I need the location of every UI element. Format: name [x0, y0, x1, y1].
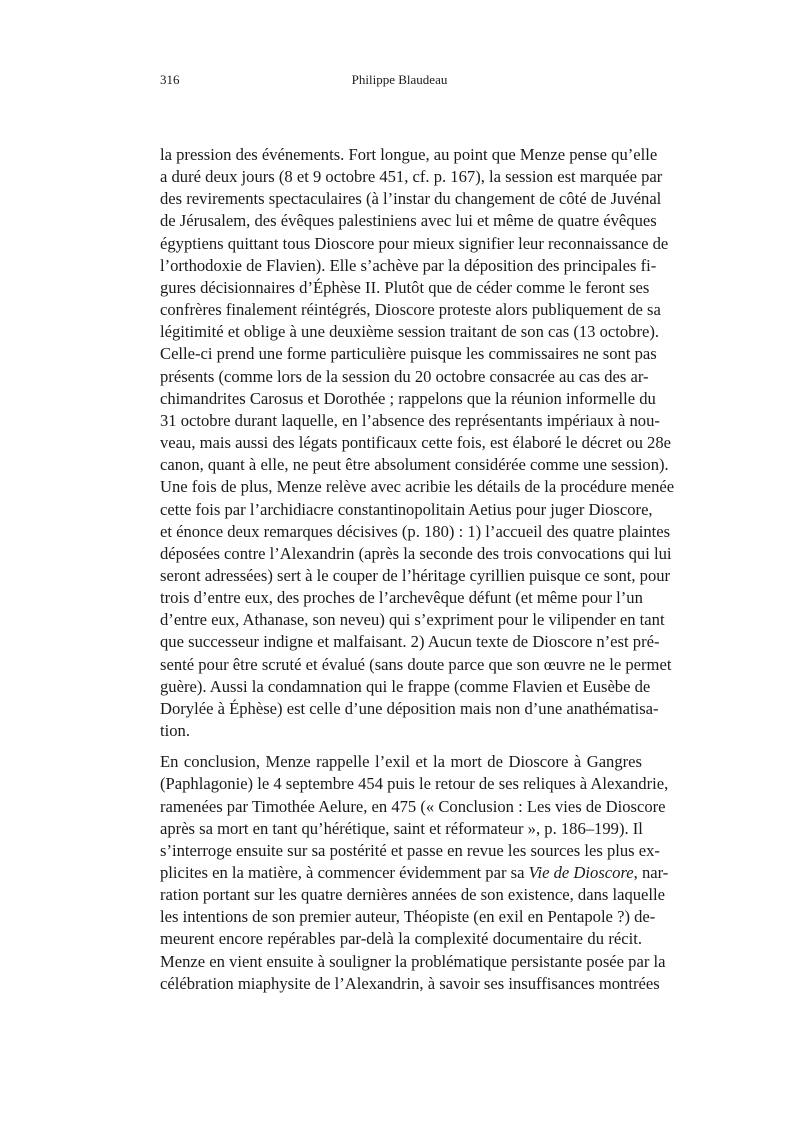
- text-line: les intentions de son premier auteur, Théopiste (en exil en Pentapole ?) de-: [160, 907, 656, 927]
- text-line: de Jérusalem, des évêques palestiniens avec lui et même de quatre évêques: [160, 211, 657, 231]
- text-line: Menze en vient ensuite à souligner la problématique persistante posée par la: [160, 951, 666, 971]
- paragraph-2: [160, 751, 669, 995]
- text-line: trois d’entre eux, des proches de l’archevêque défunt (et même pour l’un: [160, 588, 643, 608]
- text-line: ramenées par Timothée Aelure, en 475 (« Conclusion : Les vies de Dioscore: [160, 796, 666, 816]
- text-fragment: , nar-: [633, 863, 669, 882]
- text-line: Celle-ci prend une forme particulière puisque les commissaires ne sont pas: [160, 344, 657, 364]
- text-line: chimandrites Carosus et Dorothée ; rappelons que la réunion informelle du: [160, 388, 656, 408]
- running-head: [0, 72, 799, 88]
- text-line: égyptiens quittant tous Dioscore pour mieux signifier leur reconnaissance de: [160, 233, 669, 253]
- text-line: que successeur indigne et malfaisant. 2) Aucun texte de Dioscore n’est pré-: [160, 632, 660, 652]
- text-line: présents (comme lors de la session du 20 octobre consacrée au cas des ar-: [160, 366, 649, 386]
- text-line-with-title: [160, 862, 669, 884]
- text-line: déposées contre l’Alexandrin (après la seconde des trois convocations qui lui: [160, 543, 672, 563]
- text-line: et énonce deux remarques décisives (p. 180) : 1) l’accueil des quatre plaintes: [160, 521, 671, 541]
- paragraph-gap: [160, 742, 642, 751]
- page-number: 316: [160, 72, 180, 87]
- text-line: veau, mais aussi des légats pontificaux cette fois, est élaboré le décret ou 28e: [160, 433, 671, 453]
- text-line: des revirements spectaculaires (à l’instar du changement de côté de Juvénal: [160, 189, 662, 209]
- text-line: seront adressées) sert à le couper de l’héritage cyrillien puisque ce sont, pour: [160, 565, 671, 585]
- text-line: après sa mort en tant qu’hérétique, saint et réformateur », p. 186–199). Il: [160, 818, 643, 838]
- text-line: gures décisionnaires d’Éphèse II. Plutôt que de céder comme le feront ses: [160, 277, 650, 297]
- text-line: ration portant sur les quatre dernières années de son existence, dans laquelle: [160, 885, 665, 905]
- text-line: Dorylée à Éphèse) est celle d’une déposition mais non d’une anathématisa-: [160, 698, 659, 718]
- text-fragment: plicites en la matière, à commencer évidemment par sa: [160, 863, 529, 882]
- text-line: célébration miaphysite de l’Alexandrin, à savoir ses insuffisances montrées: [160, 973, 660, 993]
- text-line: (Paphlagonie) le 4 septembre 454 puis le retour de ses reliques à Alexandrie,: [160, 774, 669, 794]
- text-line: l’orthodoxie de Flavien). Elle s’achève par la déposition des principales fi-: [160, 255, 657, 275]
- text-line: la pression des événements. Fort longue, au point que Menze pense qu’elle: [160, 145, 658, 164]
- text-line: confrères finalement réintégrés, Dioscore proteste alors publiquement de sa: [160, 300, 661, 320]
- text-line: En conclusion, Menze rappelle l’exil et la mort de Dioscore à Gangres: [160, 752, 642, 772]
- text-line: cette fois par l’archidiacre constantinopolitain Aetius pour juger Dioscore,: [160, 499, 653, 519]
- text-line: d’entre eux, Athanase, son neveu) qui s’expriment pour le vilipender en tant: [160, 610, 665, 630]
- text-line: meurent encore repérables par-delà la complexité documentaire du récit.: [160, 929, 642, 949]
- text-line: tion.: [160, 721, 190, 741]
- text-line: s’interroge ensuite sur sa postérité et passe en revue les sources les plus ex-: [160, 840, 660, 860]
- body-text: [160, 144, 675, 995]
- text-line: Une fois de plus, Menze relève avec acribie les détails de la procédure menée: [160, 477, 675, 497]
- text-line: senté pour être scruté et évalué (sans doute parce que son œuvre ne le permet: [160, 654, 672, 674]
- paragraph-1: [160, 144, 675, 742]
- italic-book-title: Vie de Dioscore: [528, 863, 634, 882]
- text-line: légitimité et oblige à une deuxième session traitant de son cas (13 octobre).: [160, 322, 660, 342]
- text-line: a duré deux jours (8 et 9 octobre 451, cf. p. 167), la session est marquée par: [160, 167, 663, 187]
- text-line: 31 octobre durant laquelle, en l’absence des représentants impériaux à nou-: [160, 410, 660, 430]
- text-line: canon, quant à elle, ne peut être absolument considérée comme une session).: [160, 455, 669, 475]
- author-name: Philippe Blaudeau: [351, 72, 448, 87]
- text-line: guère). Aussi la condamnation qui le frappe (comme Flavien et Eusèbe de: [160, 676, 651, 696]
